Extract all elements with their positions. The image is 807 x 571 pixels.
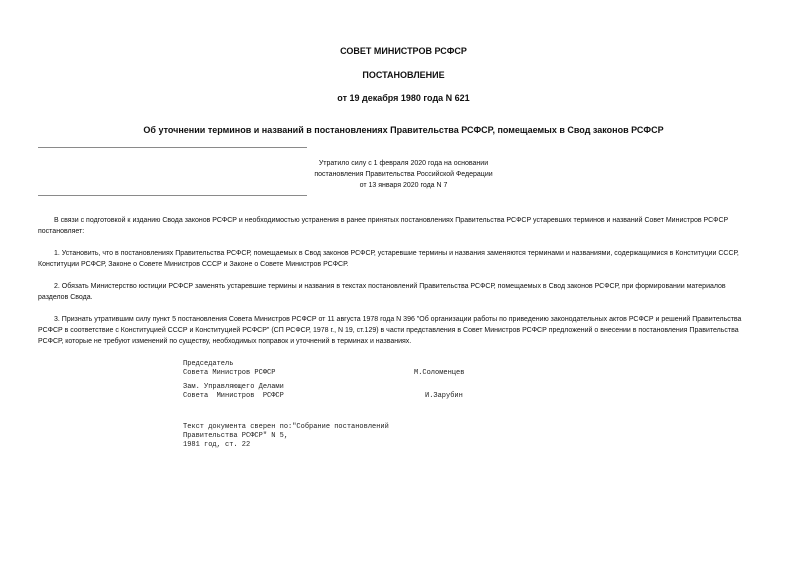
deputy-title-line-2: Совета Министров РСФСР xyxy=(183,392,284,400)
divider-top xyxy=(38,147,307,148)
preamble-line-2: постановляет: xyxy=(38,228,85,235)
item1-line-1: 1. Установить, что в постановлениях Правительства РСФСР, помещаемых в Свод законов РСФСР, устаревшие термины и названия заменяются терминами и названиями, содержащимися в Конституции СССР, xyxy=(54,250,739,257)
chair-name: М.Соломенцев xyxy=(414,369,465,377)
status-note-link-2[interactable]: от 13 января 2020 года N 7 xyxy=(359,182,448,189)
issuing-authority: СОВЕТ МИНИСТРОВ РСФСР xyxy=(340,46,467,56)
status-note-link-1[interactable]: постановления Правительства Российской Федерации xyxy=(314,171,493,178)
chair-title-line-1: Председатель xyxy=(183,360,234,368)
item3-line-2: РСФСР в соответствие с Конституцией СССР и Конституцией РСФСР" (СП РСФСР, 1978 г., N 19, ст.129) в части представления в Совет Министров РСФСР предложений о внесении в постановления Правительства xyxy=(38,327,739,334)
document-type: ПОСТАНОВЛЕНИЕ xyxy=(362,70,445,80)
status-note-line-1: Утратило силу с 1 февраля 2020 года на основании xyxy=(318,160,489,167)
item2-line-1: 2. Обязать Министерство юстиции РСФСР заменять устаревшие термины и названия в текстах постановлений Правительства РСФСР, помещаемых в Свод законов РСФСР, при формировании материалов xyxy=(54,283,726,290)
deputy-title-line-1: Зам. Управляющего Делами xyxy=(183,383,284,391)
source-note-line-2: Правительства РСФСР" N 5, xyxy=(183,432,289,440)
deputy-name: И.Зарубин xyxy=(425,392,463,400)
document-date-number: от 19 декабря 1980 года N 621 xyxy=(337,93,470,103)
source-note-line-3: 1981 год, ст. 22 xyxy=(183,441,251,449)
chair-title-line-2: Совета Министров РСФСР xyxy=(183,369,276,377)
divider-bottom xyxy=(38,195,307,196)
document-title: Об уточнении терминов и названий в постановлениях Правительства РСФСР, помещаемых в Свод законов РСФСР xyxy=(143,125,664,135)
source-note-line-1: Текст документа сверен по:"Собрание постановлений xyxy=(183,423,389,431)
item3-line-1: 3. Признать утратившим силу пункт 5 постановления Совета Министров РСФСР от 11 августа 1978 года N 396 "Об организации работы по приведению законодательных актов РСФСР и решений Правительства xyxy=(54,316,742,323)
preamble-line-1: В связи с подготовкой к изданию Свода законов РСФСР и необходимостью устранения в ранее принятых постановлениях Правительства РСФСР устаревших терминов и названий Совет Министров РСФСР xyxy=(54,217,729,224)
item3-line-3: РСФСР, которые не требуют изменений по существу, необходимых поправок и уточнений в терминах и названиях. xyxy=(38,338,412,345)
item1-line-2: Конституции РСФСР, Законе о Совете Министров СССР и Законе о Совете Министров РСФСР. xyxy=(38,261,349,268)
item2-line-2: разделов Свода. xyxy=(38,294,93,301)
